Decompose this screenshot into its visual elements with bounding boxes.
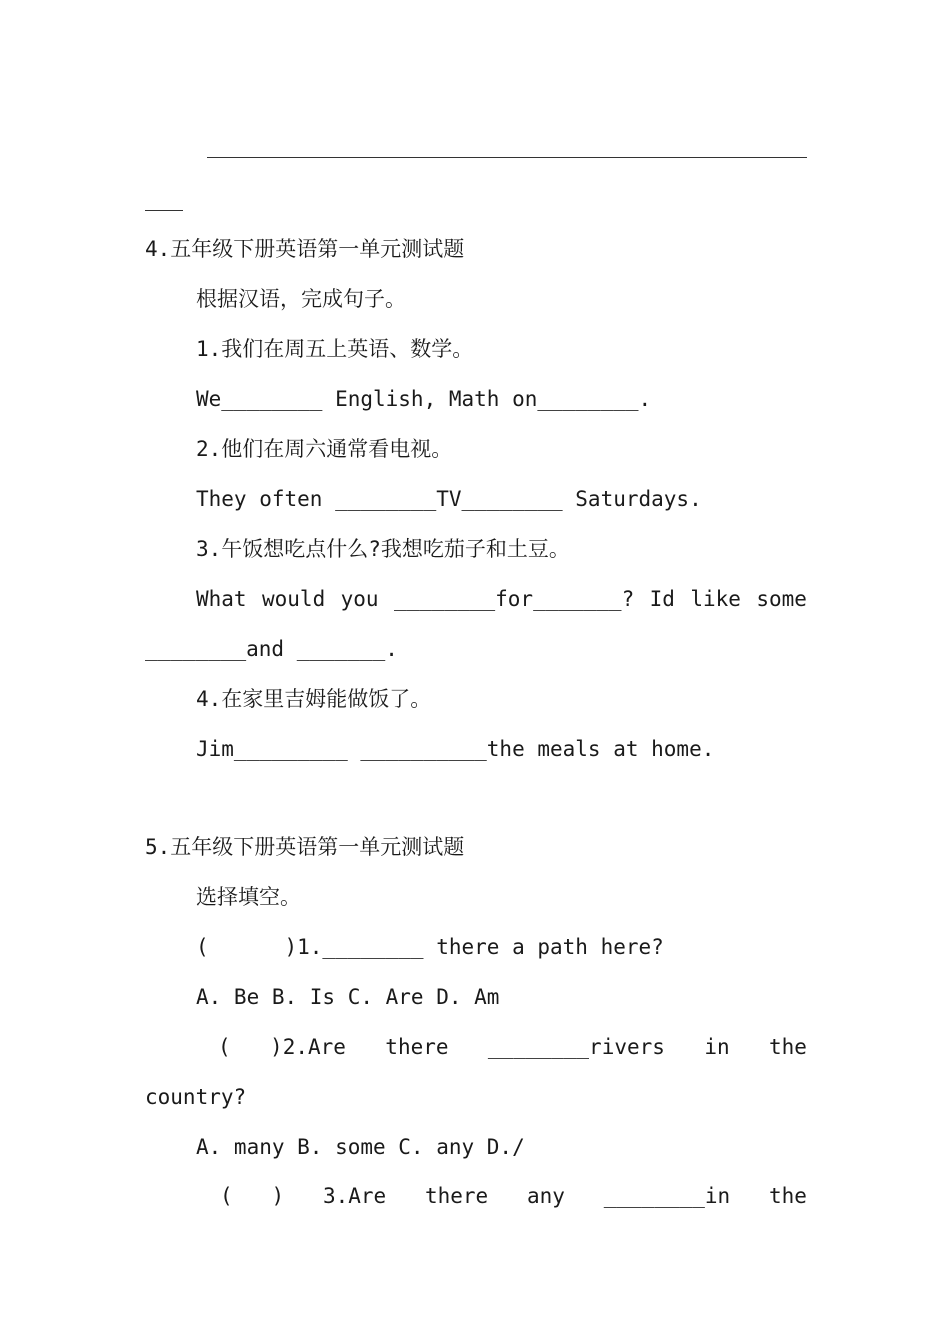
word: would	[262, 587, 326, 611]
question-1-chinese: 1.我们在周五上英语、数学。	[196, 337, 474, 361]
question-4-english: Jim_________ __________the meals at home.	[196, 737, 715, 761]
word: )2.Are	[270, 1035, 346, 1059]
word: in	[704, 1035, 730, 1059]
word: ________in	[603, 1184, 731, 1208]
word: some	[756, 587, 807, 611]
word: like	[690, 587, 741, 611]
word: there	[385, 1035, 449, 1059]
word: (	[220, 1184, 233, 1208]
answer-blank-line-continued	[145, 210, 183, 211]
answer-blank-line	[207, 157, 807, 158]
word: (	[218, 1035, 231, 1059]
word: ________rivers	[487, 1035, 665, 1059]
choice-question-2	[218, 1033, 807, 1061]
question-1-english: We________ English, Math on________.	[196, 387, 652, 411]
word: Id	[649, 587, 675, 611]
section-5-instruction: 选择填空。	[196, 885, 301, 909]
choice-question-2-options: A. many B. some C. any D./	[196, 1135, 525, 1159]
choice-question-3	[220, 1182, 807, 1210]
word: you	[340, 587, 379, 611]
word: )	[271, 1184, 285, 1208]
word: the	[769, 1035, 807, 1059]
question-3-english	[196, 585, 807, 613]
choice-question-1-options: A. Be B. Is C. Are D. Am	[196, 985, 500, 1009]
question-3-chinese: 3.午饭想吃点什么?我想吃茄子和土豆。	[196, 537, 570, 561]
question-3-english-continued: ________and _______.	[145, 637, 398, 661]
word: 3.Are	[322, 1184, 387, 1208]
word: the	[769, 1184, 807, 1208]
word: there	[424, 1184, 489, 1208]
word: ________for_______?	[394, 587, 635, 611]
choice-question-1: ( )1.________ there a path here?	[196, 935, 664, 959]
word: any	[527, 1184, 565, 1208]
section-4-heading: 4.五年级下册英语第一单元测试题	[145, 237, 465, 261]
question-2-english: They often ________TV________ Saturdays.	[196, 487, 702, 511]
word: What	[196, 587, 247, 611]
section-5-heading: 5.五年级下册英语第一单元测试题	[145, 835, 465, 859]
question-2-chinese: 2.他们在周六通常看电视。	[196, 437, 453, 461]
question-4-chinese: 4.在家里吉姆能做饭了。	[196, 687, 432, 711]
section-4-instruction: 根据汉语，完成句子。	[196, 287, 406, 311]
choice-question-2-continued: country?	[145, 1085, 247, 1109]
